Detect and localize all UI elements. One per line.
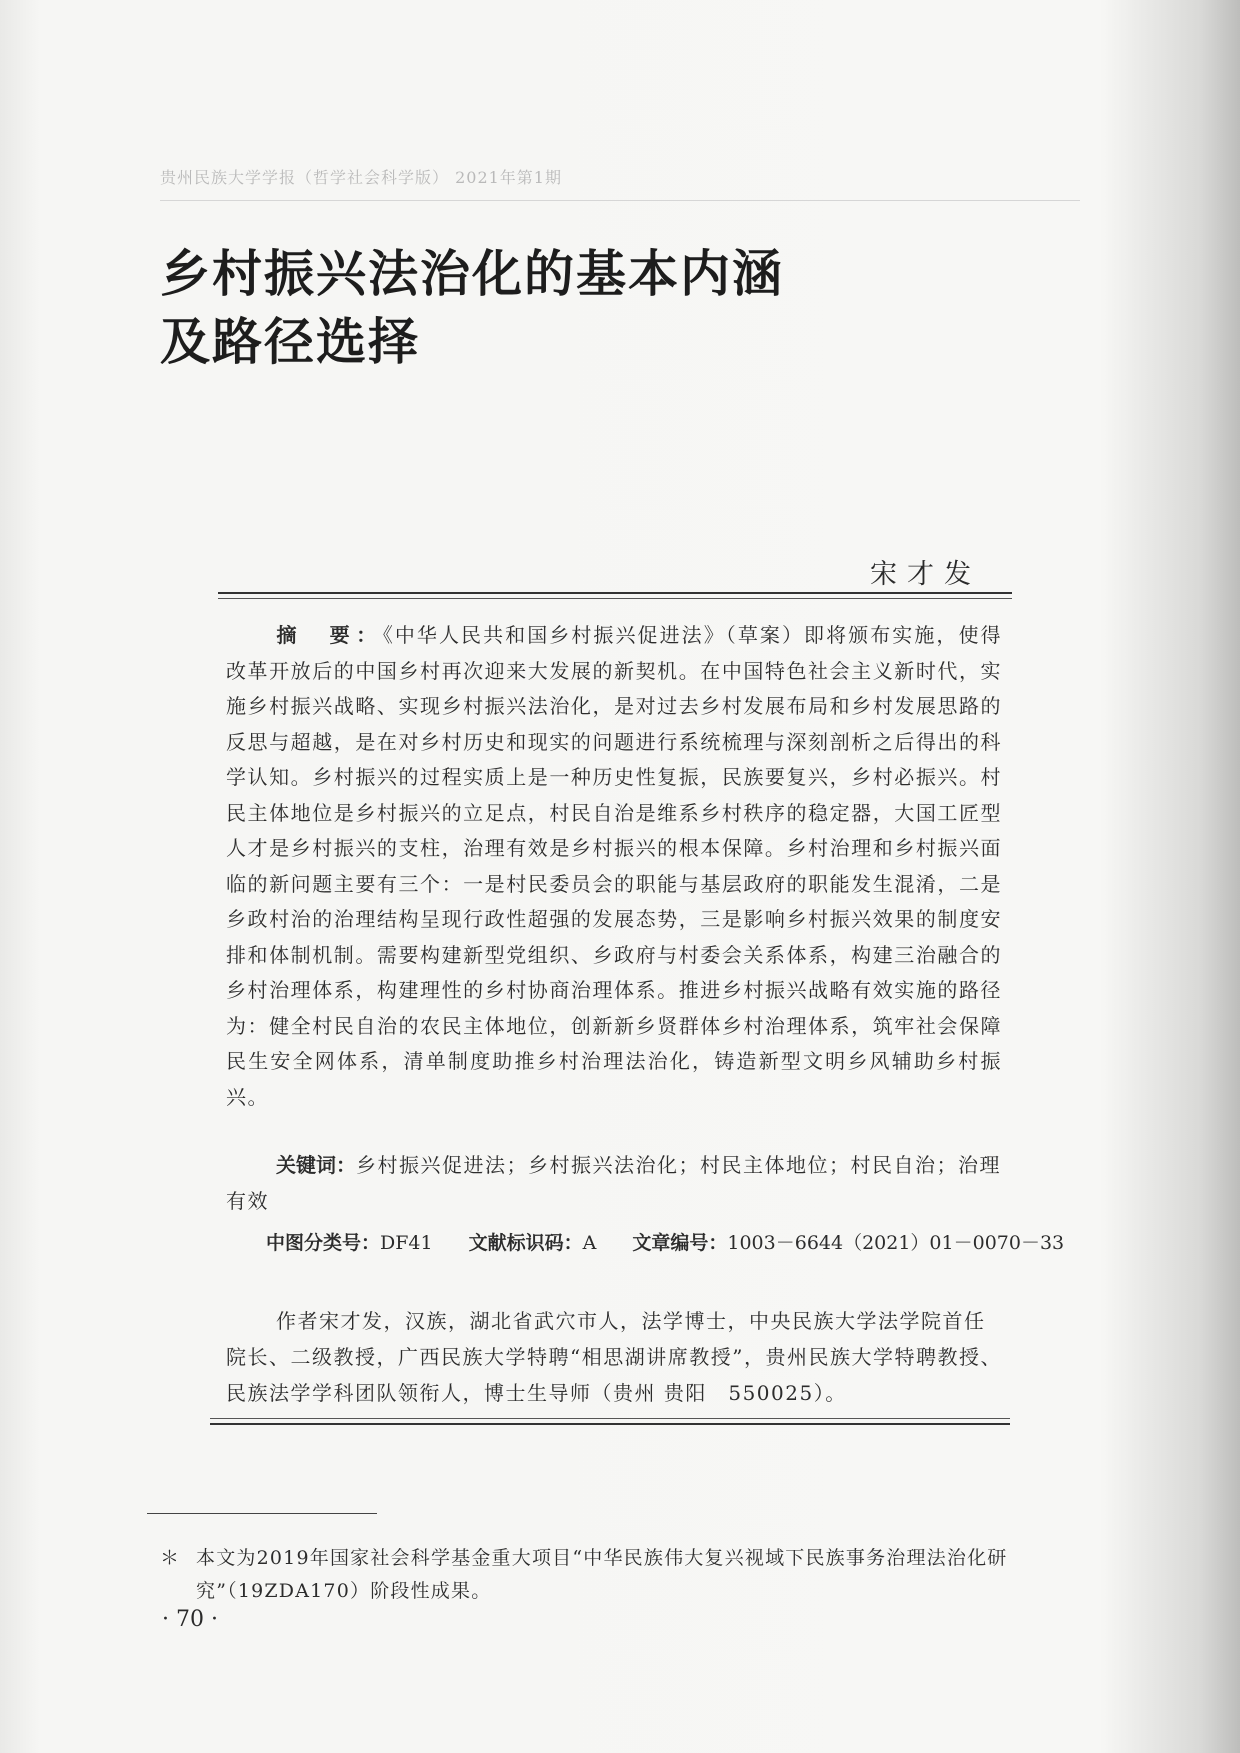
footnote-rule (147, 1513, 377, 1514)
running-head-rule (160, 200, 1080, 201)
author-name: 宋才发 (870, 559, 981, 590)
footnote (160, 1542, 1076, 1608)
author-bio (226, 1303, 1002, 1411)
page-number: · 70 · (162, 1607, 218, 1632)
keywords-text: 乡村振兴促进法；乡村振兴法治化；村民主体地位；村民自治；治理有效 (226, 1153, 1001, 1213)
author-bio-text: 作者宋才发，汉族，湖北省武穴市人，法学博士，中央民族大学法学院首任院长、二级教授，广西民族大学特聘“相思湖讲席教授”，贵州民族大学特聘教授、民族法学学科团队领衔人，博士生导师（贵州 贵阳 550025）。 (226, 1309, 1002, 1405)
header-rule-bottom (218, 598, 1012, 599)
bio-rule-top (210, 1418, 1010, 1419)
classification-line (266, 1228, 1065, 1255)
running-head: 贵州民族大学学报（哲学社会科学版） 2021年第1期 (160, 168, 562, 187)
abstract (226, 618, 1002, 1115)
footnote-text: 本文为2019年国家社会科学基金重大项目“中华民族伟大复兴视域下民族事务治理法治化研究”（19ZDA170）阶段性成果。 (196, 1547, 1008, 1602)
title-line-1: 乡村振兴法治化的基本内涵 (160, 245, 784, 303)
doc-code-value: A (582, 1232, 597, 1254)
clc-label: 中图分类号： (266, 1232, 381, 1254)
abstract-text: 《中华人民共和国乡村振兴促进法》（草案）即将颁布实施，使得改革开放后的中国乡村再次迎来大发展的新契机。在中国特色社会主义新时代，实施乡村振兴战略、实现乡村振兴法治化，是对过去乡村发展布局和乡村发展思路的反思与超越，是在对乡村历史和现实的问题进行系统梳理与深刻剖析之后得出的科学认知。乡村振兴的过程实质上是一种历史性复振，民族要复兴，乡村必振兴。村民主体地位是乡村振兴的立足点，村民自治是维系乡村秩序的稳定器，大国工匠型人才是乡村振兴的支柱，治理有效是乡村振兴的根本保障。乡村治理和乡村振兴面临的新问题主要有三个：一是村民委员会的职能与基层政府的职能发生混淆，二是乡政村治的治理结构呈现行政性超强的发展态势，三是影响乡村振兴效果的制度安排和体制机制。需要构建新型党组织、乡政府与村委会关系体系，构建三治融合的乡村治理体系，构建理性的乡村协商治理体系。推进乡村振兴战略有效实施的路径为：健全村民自治的农民主体地位，创新新乡贤群体乡村治理体系，筑牢社会保障民生安全网体系，清单制度助推乡村治理法治化，铸造新型文明乡风辅助乡村振兴。 (226, 623, 1003, 1109)
doc-code-label: 文献标识码： (468, 1232, 583, 1254)
bio-rule-bottom (210, 1423, 1010, 1425)
abstract-label: 摘 要： (276, 623, 383, 647)
article-title (160, 240, 1060, 376)
keywords-label: 关键词： (276, 1153, 356, 1177)
clc-value: DF41 (380, 1232, 433, 1254)
title-line-2: 及路径选择 (160, 313, 420, 371)
article-number-value: 1003－6644（2021）01－0070－33 (727, 1232, 1065, 1254)
header-rule-top (218, 592, 1012, 594)
article-number-label: 文章编号： (632, 1232, 728, 1254)
footnote-mark: ＊ (160, 1547, 181, 1569)
keywords (226, 1148, 1002, 1219)
